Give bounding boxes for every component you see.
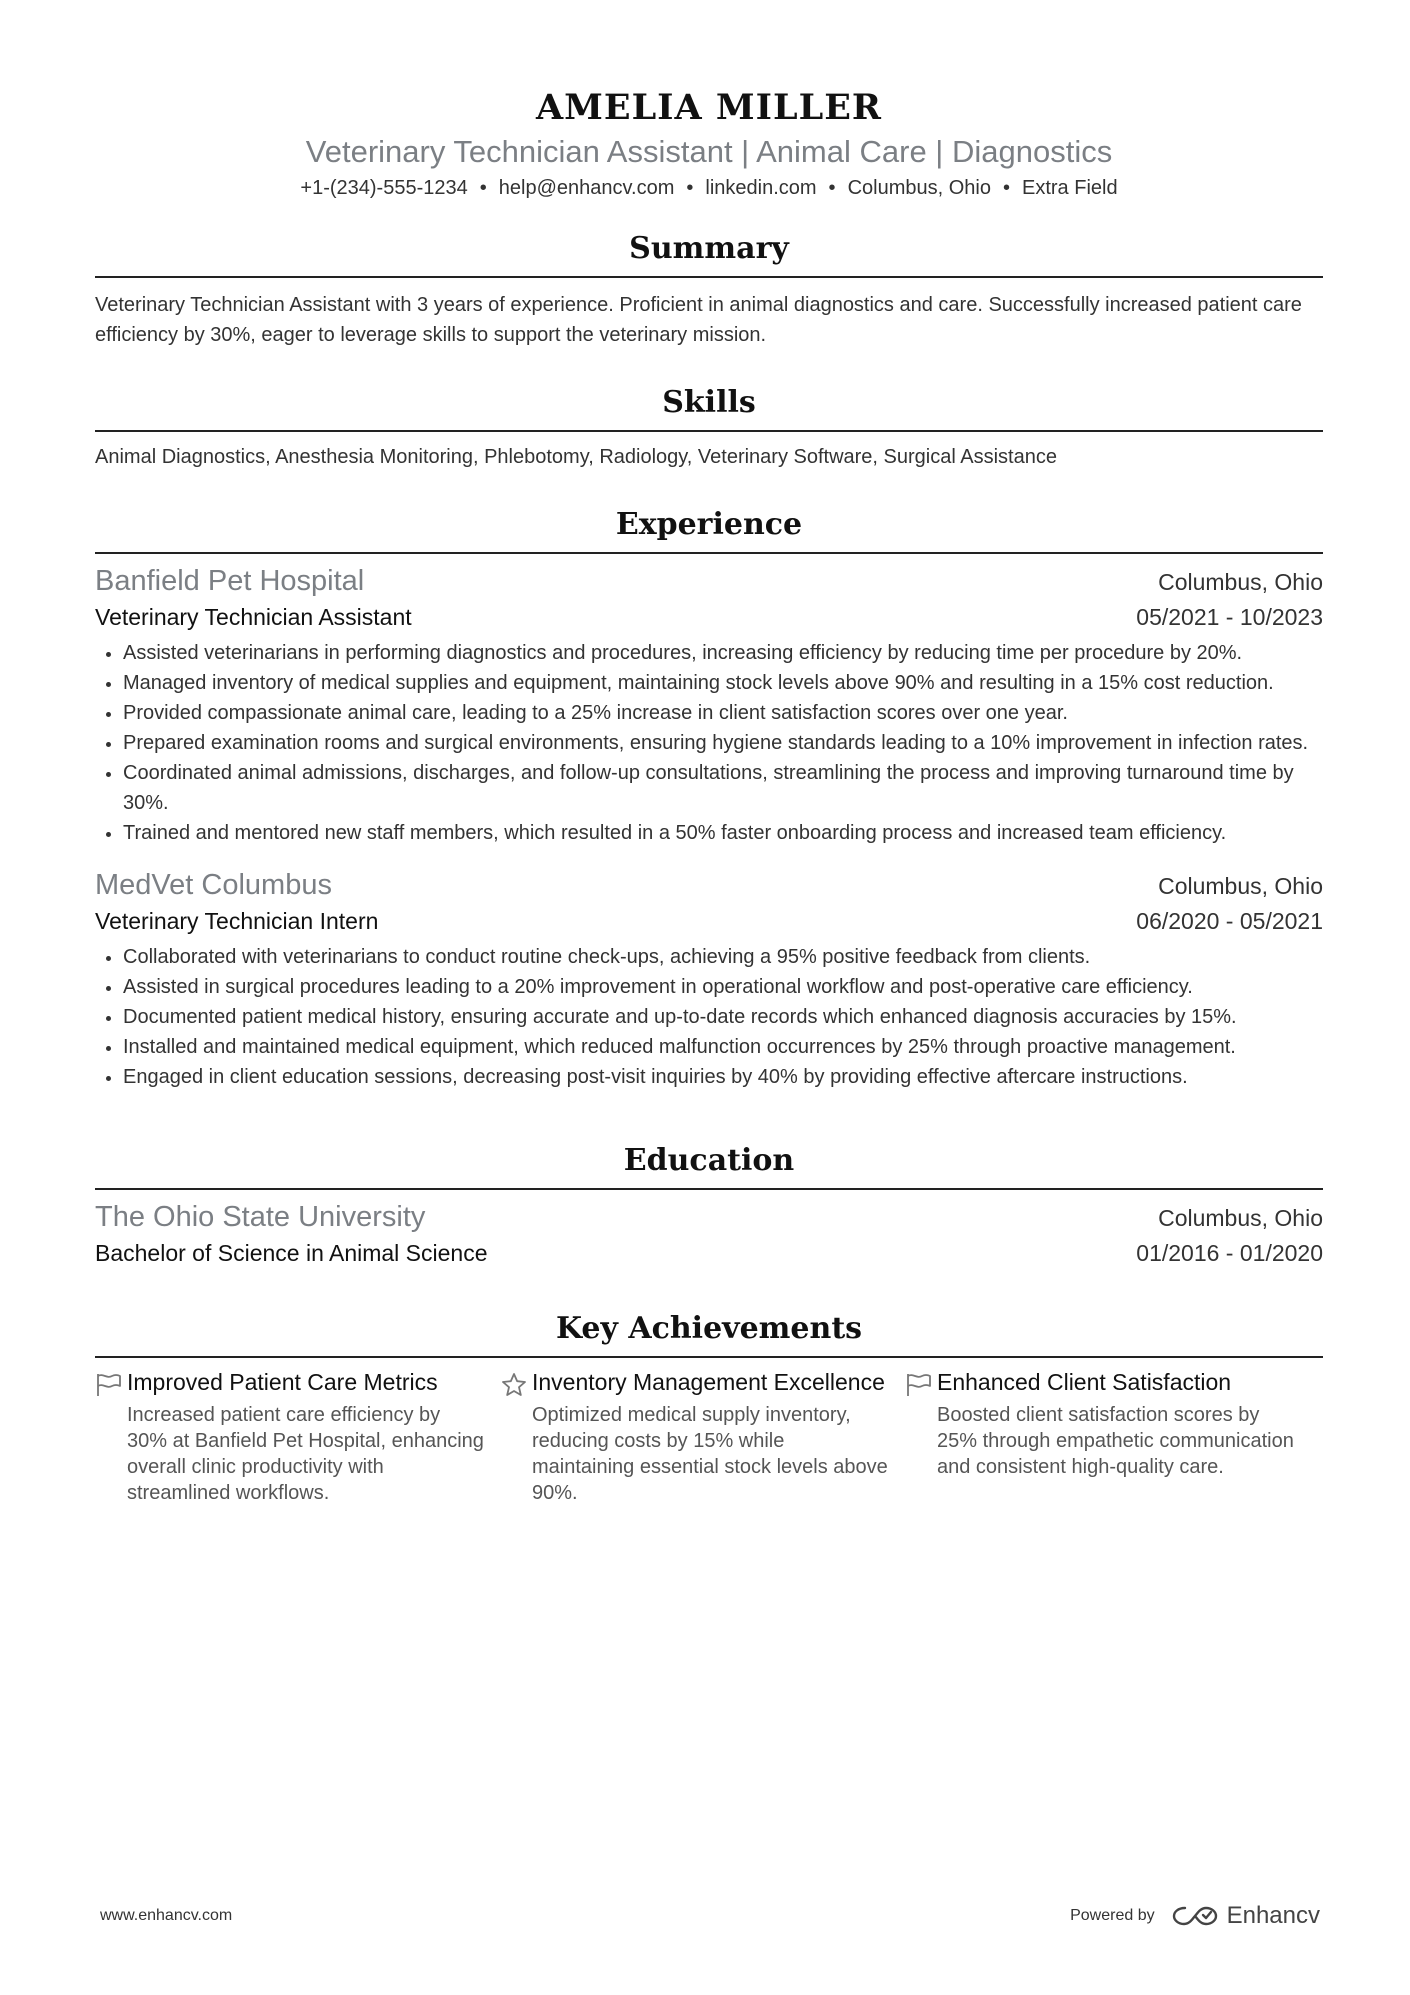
experience-section <box>95 506 1323 1092</box>
job-role: Veterinary Technician Intern <box>95 908 379 934</box>
resume-header <box>95 0 1323 202</box>
bullet-separator: • <box>686 177 694 199</box>
list-item: • Assisted in surgical procedures leading to a 20% improvement in operational workflow and post-operative care efficiency. <box>123 972 1323 1002</box>
education-dates: 01/2016 - 01/2020 <box>1136 1240 1323 1266</box>
powered-by-label: Powered by <box>1070 1907 1155 1924</box>
job-header-row <box>95 866 1323 904</box>
footer-url-link[interactable]: www.enhancv.com <box>100 1907 233 1924</box>
brand-name: Enhancv <box>1226 1902 1320 1929</box>
list-item: • Engaged in client education sessions, decreasing post-visit inquiries by 40% by providing effective aftercare instructions. <box>123 1062 1323 1092</box>
list-item: • Provided compassionate animal care, leading to a 25% increase in client satisfaction scores over one year. <box>123 698 1323 728</box>
achievement-body <box>532 1368 889 1506</box>
candidate-headline: Veterinary Technician Assistant | Animal Care | Diagnostics <box>305 134 1113 169</box>
candidate-name: AMELIA MILLER <box>536 87 882 128</box>
list-item: • Managed inventory of medical supplies and equipment, maintaining stock levels above 90% and resulting in a 15% cost reduction. <box>123 668 1323 698</box>
list-item: • Collaborated with veterinarians to conduct routine check-ups, achieving a 95% positive feedback from clients. <box>123 942 1323 972</box>
achievement-item <box>500 1368 905 1506</box>
summary-text: Veterinary Technician Assistant with 3 years of experience. Proficient in animal diagnostics and care. Successfully increased patient care efficiency by 30%, eager to leverage skills to support the veterinary mission. <box>95 294 1302 346</box>
achievement-desc: Boosted client satisfaction scores by 25% through empathetic communication and consistent high-quality care. <box>937 1404 1294 1478</box>
achievement-desc: Increased patient care efficiency by 30% at Banfield Pet Hospital, enhancing overall clinic productivity with streamlined workflows. <box>127 1404 484 1504</box>
list-item: • Installed and maintained medical equipment, which reduced malfunction occurrences by 25% through proactive management. <box>123 1032 1323 1062</box>
achievements-list <box>95 1368 1323 1506</box>
education-degree-row <box>95 1236 1323 1270</box>
contact-phone[interactable]: +1-(234)-555-1234 <box>300 177 468 199</box>
achievement-desc: Optimized medical supply inventory, reducing costs by 15% while maintaining essential stock levels above 90%. <box>532 1404 888 1504</box>
job-location: Columbus, Ohio <box>1158 873 1323 899</box>
achievement-item <box>95 1368 500 1506</box>
page-footer <box>100 1902 1320 1930</box>
job-header-row <box>95 562 1323 600</box>
company-name: Banfield Pet Hospital <box>95 565 365 597</box>
enhancv-logo[interactable] <box>1171 1902 1320 1930</box>
job-role-row <box>95 904 1323 938</box>
achievement-body <box>127 1368 484 1506</box>
job-entry <box>95 562 1323 848</box>
resume-page <box>95 0 1323 1506</box>
education-header-row <box>95 1198 1323 1236</box>
degree-name: Bachelor of Science in Animal Science <box>95 1240 488 1266</box>
section-title-skills: Skills <box>95 384 1323 432</box>
achievement-title: Inventory Management Excellence <box>532 1369 885 1395</box>
job-bullets <box>95 942 1323 1092</box>
achievement-body <box>937 1368 1294 1506</box>
contact-email[interactable]: help@enhancv.com <box>498 177 675 199</box>
contact-linkedin[interactable]: linkedin.com <box>705 177 817 199</box>
achievements-section <box>95 1310 1323 1506</box>
section-title-summary: Summary <box>95 230 1323 278</box>
list-item: • Documented patient medical history, ensuring accurate and up-to-date records which enhanced diagnosis accuracies by 15%. <box>123 1002 1323 1032</box>
job-entry <box>95 866 1323 1092</box>
footer-branding <box>1070 1902 1320 1930</box>
list-item: • Prepared examination rooms and surgical environments, ensuring hygiene standards leading to a 10% improvement in infection rates. <box>123 728 1323 758</box>
bullet-separator: • <box>828 177 836 199</box>
list-item: • Trained and mentored new staff members, which resulted in a 50% faster onboarding process and increased team efficiency. <box>123 818 1323 848</box>
school-location: Columbus, Ohio <box>1158 1205 1323 1231</box>
enhancv-logo-icon <box>1171 1903 1219 1929</box>
flag-icon <box>905 1368 937 1506</box>
flag-icon <box>95 1368 127 1506</box>
job-location: Columbus, Ohio <box>1158 569 1323 595</box>
section-title-experience: Experience <box>95 506 1323 554</box>
section-title-education: Education <box>95 1142 1323 1190</box>
star-icon <box>500 1368 532 1506</box>
summary-section <box>95 230 1323 350</box>
company-name: MedVet Columbus <box>95 869 332 901</box>
contact-location: Columbus, Ohio <box>847 177 991 199</box>
school-name: The Ohio State University <box>95 1201 426 1233</box>
job-dates: 06/2020 - 05/2021 <box>1136 908 1323 934</box>
achievement-title: Enhanced Client Satisfaction <box>937 1369 1232 1395</box>
job-bullets <box>95 638 1323 848</box>
job-dates: 05/2021 - 10/2023 <box>1136 604 1323 630</box>
bullet-separator: • <box>1002 177 1010 199</box>
bullet-separator: • <box>479 177 487 199</box>
section-title-achievements: Key Achievements <box>95 1310 1323 1358</box>
contact-line <box>95 174 1323 202</box>
job-role: Veterinary Technician Assistant <box>95 604 412 630</box>
achievement-item <box>905 1368 1310 1506</box>
skills-text: Animal Diagnostics, Anesthesia Monitoring, Phlebotomy, Radiology, Veterinary Software, Surgical Assistance <box>95 446 1057 468</box>
contact-extra: Extra Field <box>1021 177 1118 199</box>
list-item: • Coordinated animal admissions, discharges, and follow-up consultations, streamlining the process and improving turnaround time by 30%. <box>123 758 1323 818</box>
job-role-row <box>95 600 1323 634</box>
education-entry <box>95 1198 1323 1270</box>
list-item: • Assisted veterinarians in performing diagnostics and procedures, increasing efficiency by reducing time per procedure by 20%. <box>123 638 1323 668</box>
achievement-title: Improved Patient Care Metrics <box>127 1369 438 1395</box>
education-section <box>95 1142 1323 1270</box>
skills-section <box>95 384 1323 472</box>
